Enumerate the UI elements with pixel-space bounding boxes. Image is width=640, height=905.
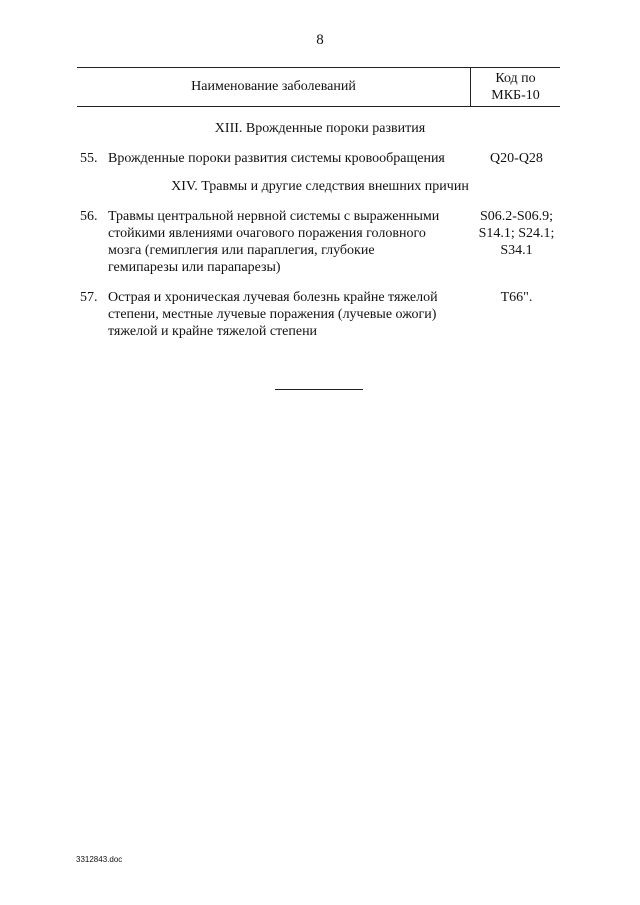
header-code-line: Код по <box>495 71 536 86</box>
row-code-line: S14.1; S24.1; <box>478 226 555 241</box>
row-number: 56. <box>80 209 98 224</box>
end-rule <box>275 389 363 390</box>
footer-doc-name: 3312843.doc <box>76 855 123 864</box>
row-name-line: мозга (гемиплегия или параплегия, глубокие <box>108 243 375 258</box>
row-name-line: Острая и хроническая лучевая болезнь крайне тяжелой <box>108 290 438 305</box>
row-name-line: степени, местные лучевые поражения (лучевые ожоги) <box>108 307 437 322</box>
row-code <box>473 208 560 259</box>
row-name <box>108 208 466 276</box>
header-code-line: МКБ-10 <box>491 88 540 103</box>
row-code-line: Q20-Q28 <box>490 151 543 166</box>
section-title: XIII. Врожденные пороки развития <box>214 121 426 136</box>
page-number: 8 <box>316 32 324 48</box>
row-code <box>473 150 560 167</box>
row-name-line: Травмы центральной нервной системы с выраженными <box>108 209 440 224</box>
header-name: Наименование заболеваний <box>191 79 356 94</box>
header-code <box>471 70 560 104</box>
row-name <box>108 150 466 167</box>
table-header <box>77 67 560 107</box>
row-number: 57. <box>80 290 98 305</box>
row-name-line: стойкими явлениями очагового поражения головного <box>108 226 426 241</box>
row-code-line: S06.2-S06.9; <box>479 209 554 224</box>
section-title: XIV. Травмы и другие следствия внешних причин <box>171 179 469 194</box>
row-name-line: тяжелой и крайне тяжелой степени <box>108 324 318 339</box>
row-number: 55. <box>80 151 98 166</box>
row-code-line: T66". <box>500 290 533 305</box>
row-name-line: Врожденные пороки развития системы кровообращения <box>108 151 445 166</box>
row-name-line: гемипарезы или парапарезы) <box>108 260 281 275</box>
row-name <box>108 289 466 340</box>
row-code <box>473 289 560 306</box>
row-code-line: S34.1 <box>500 243 533 258</box>
